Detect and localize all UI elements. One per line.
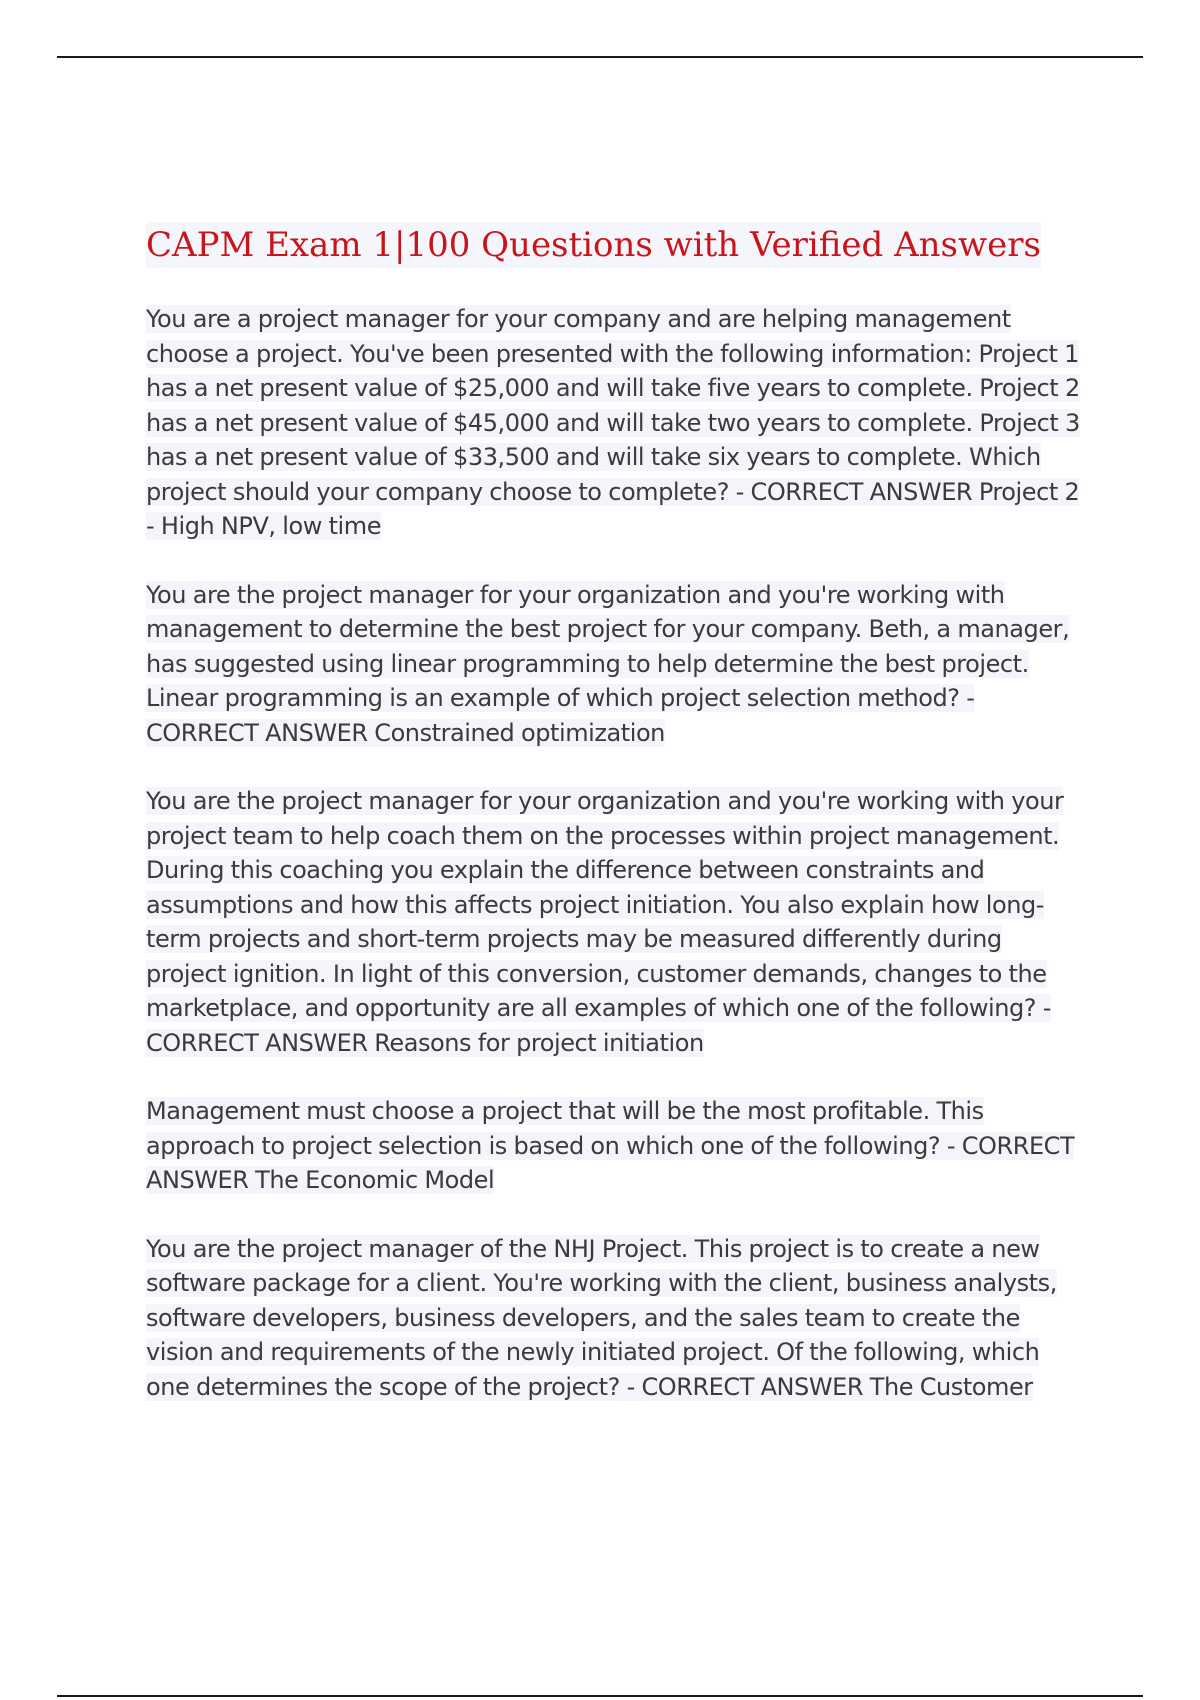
document-title: CAPM Exam 1|100 Questions with Verified Answers: [146, 222, 1041, 268]
question-answer-5: [146, 1232, 1086, 1405]
question-answer-4: [146, 1094, 1086, 1198]
question-answer-3: [146, 784, 1086, 1060]
question-answer-text: You are a project manager for your company and are helping management choose a project. You've been presented with the following information: Project 1 has a net present value of $25,000 and will take five years to complete. Project 2 has a net present value of $45,000 and will take two years to complete. Project 3 has a net present value of $33,500 and will take six years to complete. Which project should your company choose to complete? - CORRECT ANSWER Project 2 - High NPV, low time: [146, 305, 1080, 540]
header-rule: [57, 56, 1143, 58]
question-answer-1: [146, 302, 1086, 544]
question-answer-text: Management must choose a project that will be the most profitable. This approach to project selection is based on which one of the following? - CORRECT ANSWER The Economic Model: [146, 1097, 1075, 1194]
question-answer-2: [146, 578, 1086, 751]
question-answer-text: You are the project manager for your organization and you're working with management to determine the best project for your company. Beth, a manager, has suggested using linear programming to help determine the best project. Linear programming is an example of which project selection method? - CORRECT ANSWER Constrained optimization: [146, 580, 1070, 747]
footer-rule: [57, 1695, 1143, 1697]
document-body: [146, 222, 1086, 1438]
question-answer-text: You are the project manager of the NHJ Project. This project is to create a new software package for a client. You're working with the client, business analysts, software developers, business developers, and the sales team to create the vision and requirements of the newly initiated project. Of the following, which one determines the scope of the project? - CORRECT ANSWER The Customer: [146, 1234, 1057, 1401]
question-answer-text: You are the project manager for your organization and you're working with your project team to help coach them on the processes within project management. During this coaching you explain the difference between constraints and assumptions and how this affects project initiation. You also explain how long-term projects and short-term projects may be measured differently during project ignition. In light of this conversion, customer demands, changes to the marketplace, and opportunity are all examples of which one of the following? - CORRECT ANSWER Reasons for project initiation: [146, 787, 1064, 1057]
